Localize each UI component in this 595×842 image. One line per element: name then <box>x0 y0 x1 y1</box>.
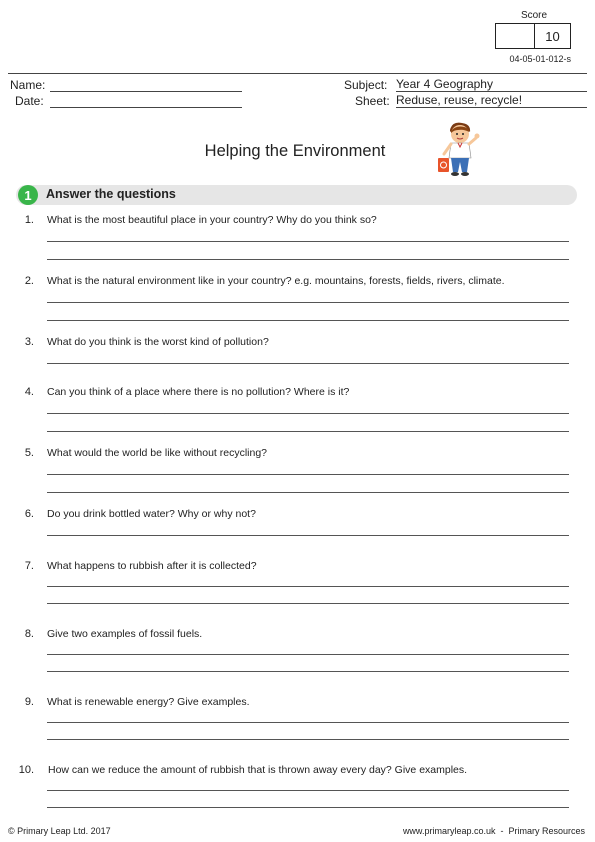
score-label: Score <box>520 10 548 21</box>
question-text: What is the most beautiful place in your country? Why do you think so? <box>47 214 377 226</box>
sheet-code: 04-05-01-012-s <box>509 54 571 64</box>
answer-line[interactable] <box>47 790 569 791</box>
score-entry-field[interactable] <box>496 24 535 48</box>
answer-line[interactable] <box>47 413 569 414</box>
question-text: What do you think is the worst kind of pollution? <box>47 336 269 348</box>
header-divider <box>8 73 587 74</box>
name-field[interactable] <box>50 77 242 92</box>
question-text: What is the natural environment like in your country? e.g. mountains, forests, fields, rivers, climate. <box>47 275 505 287</box>
question-text: Can you think of a place where there is no pollution? Where is it? <box>47 386 350 398</box>
question-text: What is renewable energy? Give examples. <box>47 696 250 708</box>
answer-line[interactable] <box>47 431 569 432</box>
question-number: 1. <box>24 214 34 226</box>
question-number: 5. <box>24 447 34 459</box>
date-label: Date: <box>15 94 44 108</box>
answer-line[interactable] <box>47 739 569 740</box>
subject-field: Year 4 Geography <box>396 77 587 92</box>
score-box <box>495 23 571 49</box>
answer-line[interactable] <box>47 586 569 587</box>
score-total: 10 <box>545 28 560 44</box>
page-title: Helping the Environment <box>204 142 386 160</box>
sheet-label: Sheet: <box>355 94 390 108</box>
answer-line[interactable] <box>47 241 569 242</box>
name-label: Name: <box>10 78 46 92</box>
question-number: 7. <box>24 560 34 572</box>
question-number: 3. <box>24 336 34 348</box>
answer-line[interactable] <box>47 722 569 723</box>
question-text: Give two examples of fossil fuels. <box>47 628 203 640</box>
subject-label: Subject: <box>344 78 388 92</box>
question-number: 6. <box>24 508 34 520</box>
website-link[interactable]: www.primaryleap.co.uk - Primary Resources <box>402 826 585 836</box>
sheet-field: Reduse, reuse, recycle! <box>396 93 587 108</box>
question-number: 2. <box>24 275 34 287</box>
answer-line[interactable] <box>47 654 569 655</box>
question-text: How can we reduce the amount of rubbish that is thrown away every day? Give examples. <box>48 764 468 776</box>
section-title: Answer the questions <box>46 187 176 201</box>
answer-line[interactable] <box>47 474 569 475</box>
question-number: 10. <box>18 764 34 776</box>
copyright-text: © Primary Leap Ltd. 2017 <box>8 826 111 836</box>
answer-line[interactable] <box>47 363 569 364</box>
answer-line[interactable] <box>47 259 569 260</box>
boy-recycling-illustration <box>436 120 484 178</box>
answer-line[interactable] <box>47 671 569 672</box>
date-field[interactable] <box>50 93 242 108</box>
question-text: What happens to rubbish after it is collected? <box>47 560 257 572</box>
question-number: 9. <box>24 696 34 708</box>
answer-line[interactable] <box>47 320 569 321</box>
question-text: Do you drink bottled water? Why or why not? <box>47 508 256 520</box>
answer-line[interactable] <box>47 535 569 536</box>
section-number-badge: 1 <box>18 185 38 205</box>
answer-line[interactable] <box>47 492 569 493</box>
answer-line[interactable] <box>47 302 569 303</box>
question-number: 4. <box>24 386 34 398</box>
answer-line[interactable] <box>47 603 569 604</box>
question-text: What would the world be like without recycling? <box>47 447 268 459</box>
answer-line[interactable] <box>47 807 569 808</box>
question-number: 8. <box>24 628 34 640</box>
